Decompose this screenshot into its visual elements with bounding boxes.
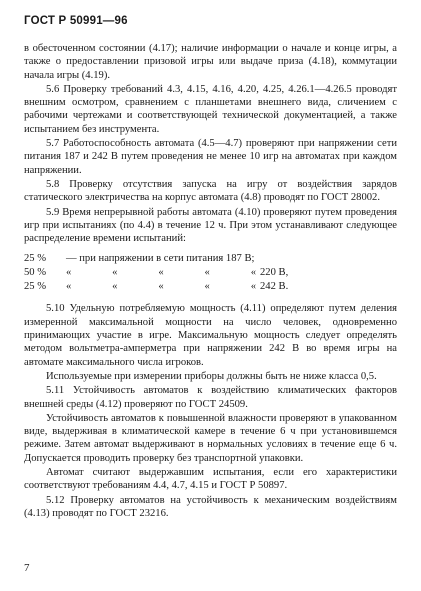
- distribution-description: — при напряжении в сети питания 187 В;: [66, 253, 255, 265]
- paragraph-passed: Автомат считают выдержавшим испытания, если его характеристики соответствуют требованиям 4.4, 4.7, 4.15 и ГОСТ Р 50897.: [24, 467, 397, 492]
- ditto-mark: «: [158, 281, 164, 293]
- paragraph-5-9: 5.9 Время непрерывной работы автомата (4.10) проверяют путем проведения игр при испытаниях (по 4.4) в течение 12 ч. При этом устанавливают следующее распределение времени испытаний:: [24, 206, 397, 245]
- paragraph-5-8: 5.8 Проверку отсутствия запуска на игру от воздействия зарядов статического электричества на корпус автомата (4.8) проводят по ГОСТ 28002.: [24, 178, 397, 204]
- distribution-row: [24, 280, 397, 294]
- distribution-voltage: 242 В.: [260, 281, 289, 293]
- ditto-mark: «: [112, 281, 118, 293]
- paragraph-5-12: 5.12 Проверку автоматов на устойчивость к механическим воздействиям (4.13) проводят по ГОСТ 23216.: [24, 494, 397, 519]
- page-number: 7: [24, 562, 30, 574]
- paragraph-5-6: 5.6 Проверку требований 4.3, 4.15, 4.16, 4.20, 4.25, 4.26.1—4.26.5 проводят внешним осмотром, сравнением с планшетами внешнего вида, сличением с рабочими чертежами и соответствующей технической документацией, а также испытанием без инструмента.: [24, 83, 397, 135]
- ditto-mark: «: [250, 267, 256, 279]
- ditto-mark: «: [112, 267, 118, 279]
- distribution-percent: 25 %: [24, 253, 47, 265]
- ditto-mark: «: [66, 281, 72, 293]
- ditto-marks: [66, 280, 256, 293]
- time-distribution-list: [24, 252, 397, 294]
- paragraph-5-11: 5.11 Устойчивость автоматов к воздействию климатических факторов внешней среды (4.12) проверяют по ГОСТ 24509.: [24, 385, 397, 410]
- paragraph-5-10: 5.10 Удельную потребляемую мощность (4.11) определяют путем деления измеренной максимальной мощности на число человек, одновременно принимающих участие в игре. Максимальную мощность следует определять методом вольтметра-амперметра при напряжении 242 В во время игры на автомате максимального числа игроков.: [24, 303, 397, 368]
- distribution-percent: 25 %: [24, 281, 47, 293]
- paragraph-humidity: Устойчивость автоматов к повышенной влажности проверяют в упакованном виде, выдерживая в климатической камере в течение 6 ч при установившемся режиме. Затем автомат выдерживают в нормальных условиях в течение еще 6 ч. Допускается проводить проверку без транспортной упаковки.: [24, 412, 397, 464]
- distribution-row: [24, 266, 397, 280]
- ditto-mark: «: [66, 267, 72, 279]
- ditto-mark: «: [204, 281, 210, 293]
- paragraph-continuation: в обесточенном состоянии (4.17); наличие информации о начале и конце игры, а также о предоставлении призовой игры или выдаче приза (4.18), коммутации начала игры (4.19).: [24, 43, 397, 81]
- distribution-row: [24, 252, 397, 266]
- ditto-marks: [66, 266, 256, 279]
- paragraph-instruments: Используемые при измерении приборы должны быть не ниже класса 0,5.: [46, 370, 377, 382]
- distribution-voltage: 220 В,: [260, 267, 289, 279]
- page-header: ГОСТ Р 50991—96: [24, 15, 128, 27]
- ditto-mark: «: [250, 281, 256, 293]
- document-body: [24, 42, 397, 521]
- distribution-percent: 50 %: [24, 267, 47, 279]
- ditto-mark: «: [158, 267, 164, 279]
- ditto-mark: «: [204, 267, 210, 279]
- paragraph-5-7: 5.7 Работоспособность автомата (4.5—4.7) проверяют при напряжении сети питания 187 и 242 В путем проведения не менее 10 игр на автоматах при каждом напряжении.: [24, 138, 397, 176]
